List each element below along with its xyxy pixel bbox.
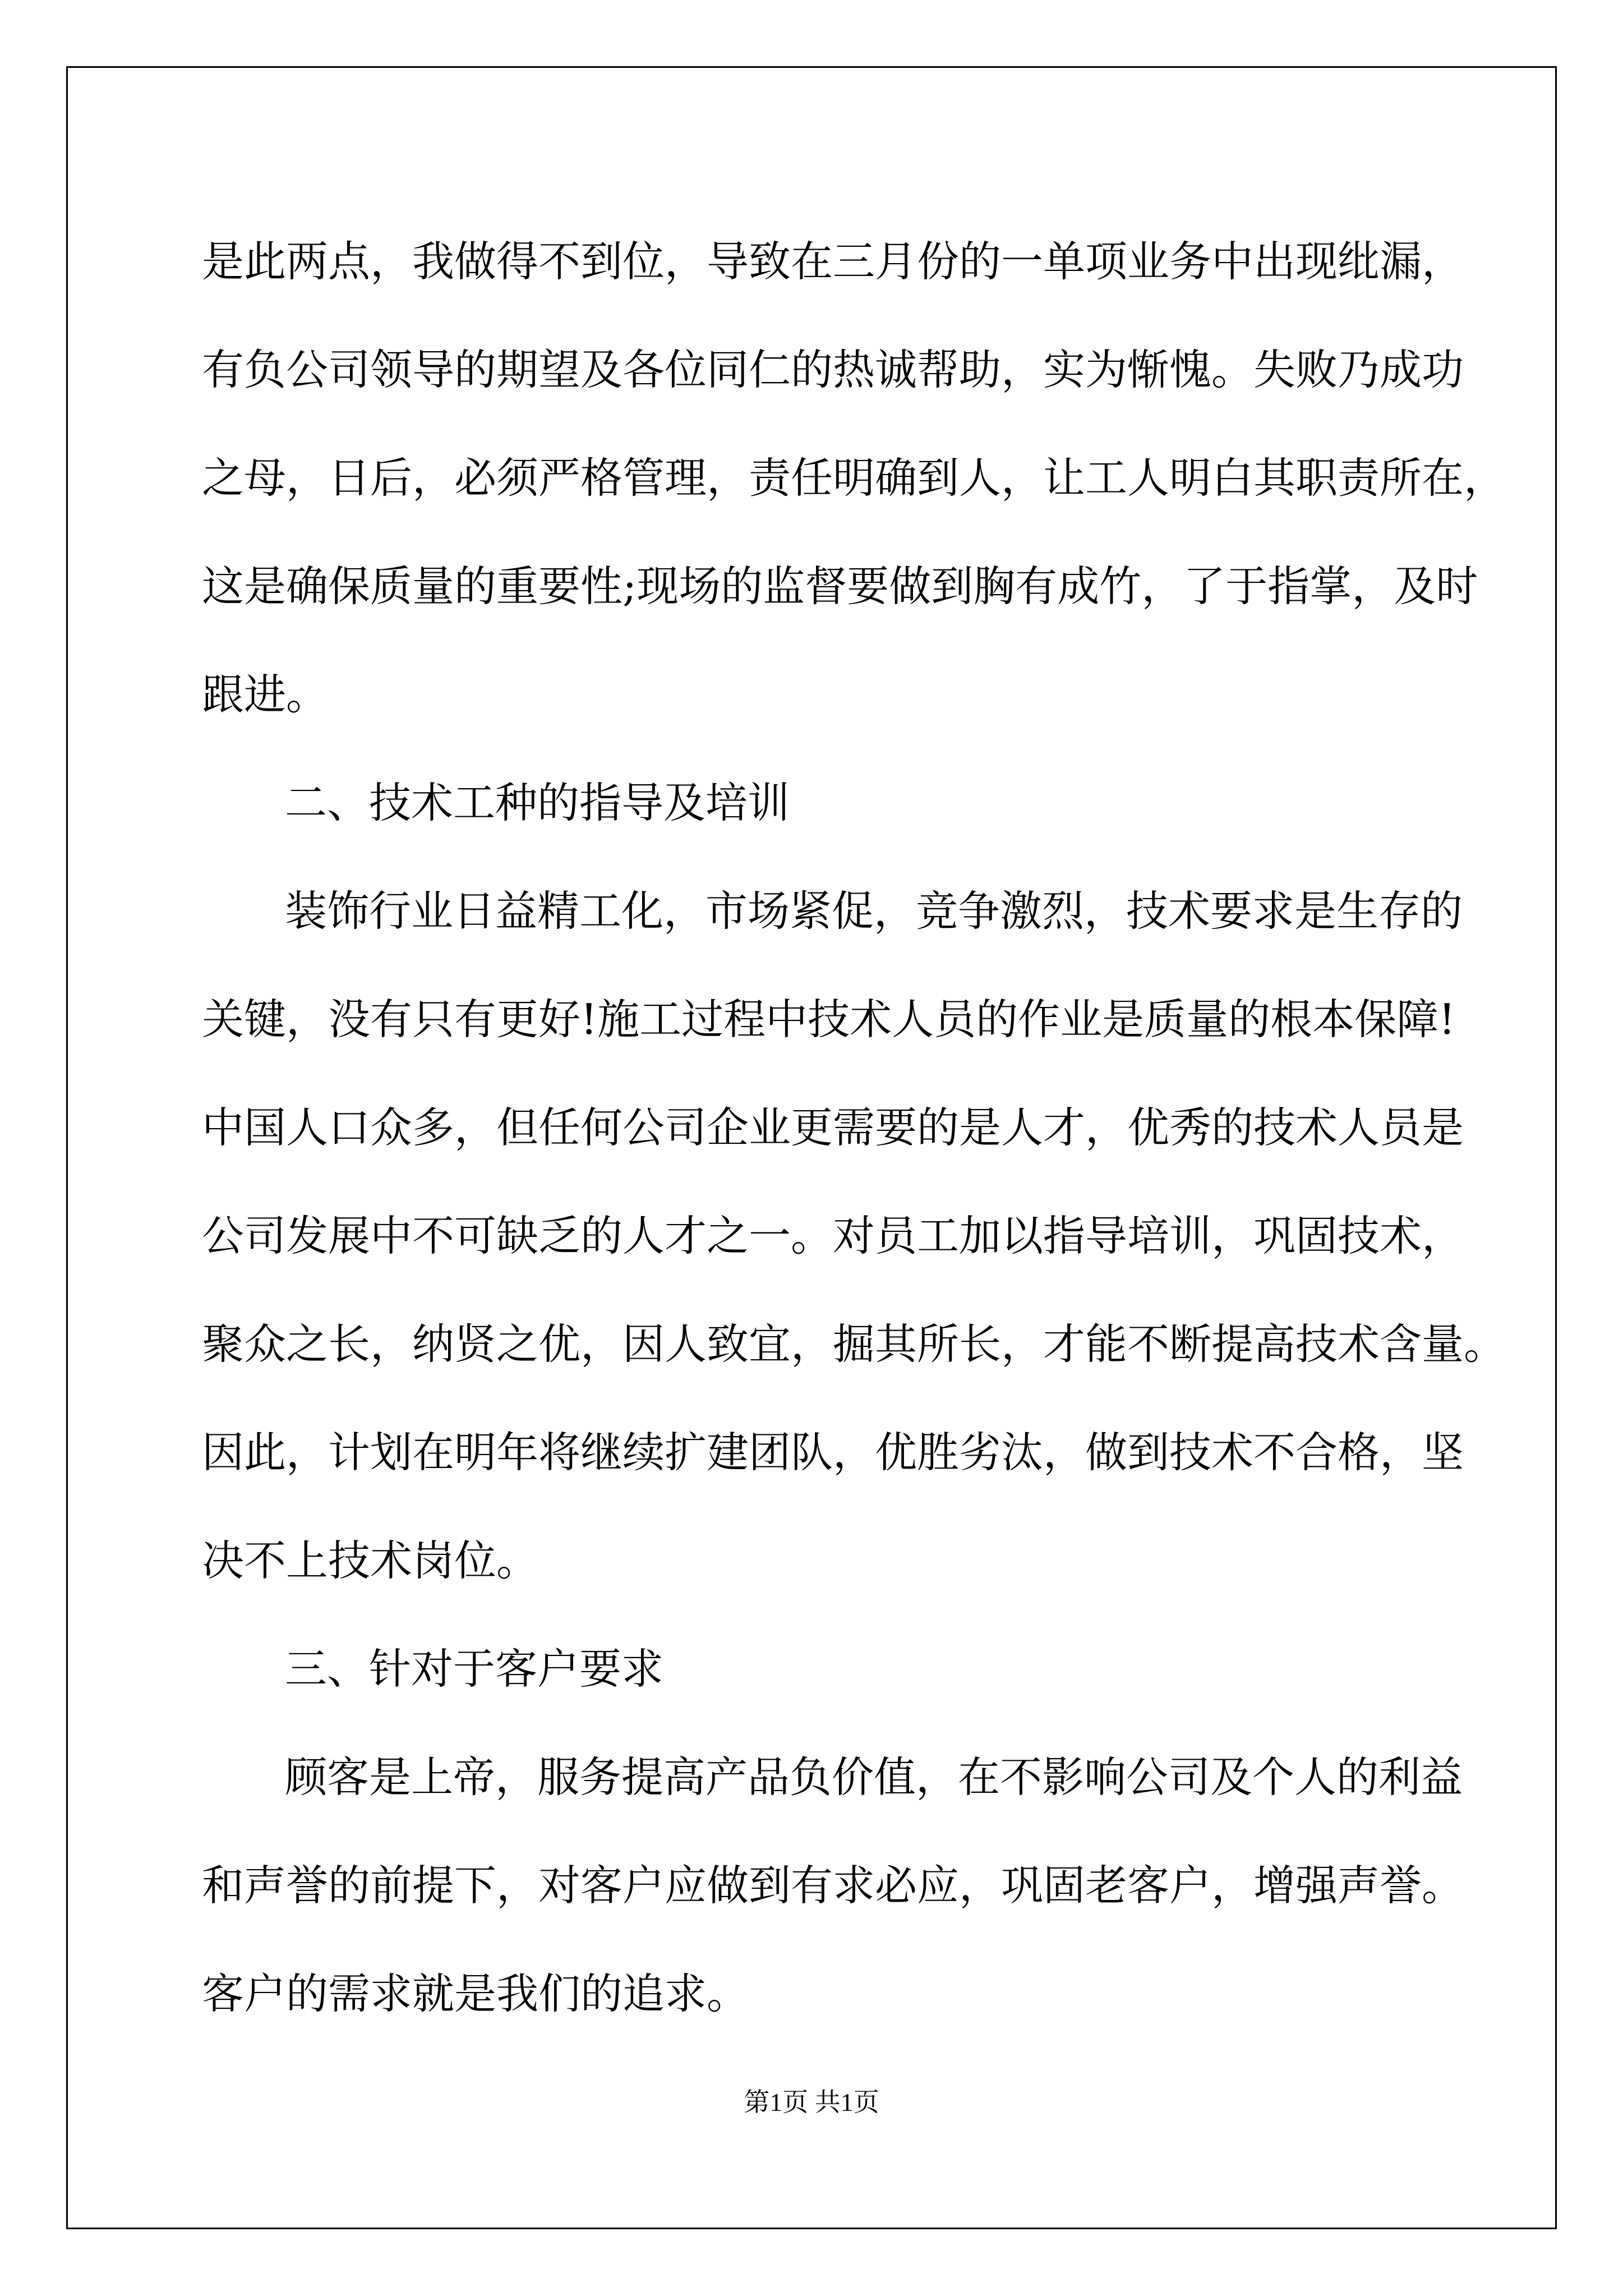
text-line: 客户的需求就是我们的追求。 [202,1969,749,2018]
text-line: 跟进。 [202,670,329,719]
text-line: 二、技术工种的指导及培训 [285,778,790,827]
text-line: 有负公司领导的期望及各位同仁的热诚帮助，实为惭愧。失败乃成功 [202,345,1464,394]
text-line: 是此两点，我做得不到位，导致在三月份的一单项业务中出现纰漏， [202,237,1464,286]
text-line: 顾客是上帝，服务提高产品负价值，在不影响公司及个人的利益 [285,1752,1463,1802]
text-line: 因此，计划在明年将继续扩建团队，优胜劣汰，做到技术不合格，坚 [202,1428,1464,1477]
text-line: 这是确保质量的重要性;现场的监督要做到胸有成竹，了于指掌，及时 [202,562,1478,611]
document-body [202,208,1506,2048]
text-line: 聚众之长，纳贤之优，因人致宜，掘其所长，才能不断提高技术含量。 [202,1319,1506,1369]
text-line: 装饰行业日益精工化，市场紧促，竞争激烈，技术要求是生存的 [285,886,1463,936]
text-line: 中国人口众多，但任何公司企业更需要的是人才，优秀的技术人员是 [202,1103,1464,1152]
text-line: 三、针对于客户要求 [285,1644,664,1694]
text-line: 决不上技术岗位。 [202,1536,539,1585]
text-line: 关键，没有只有更好!施工过程中技术人员的作业是质量的根本保障! [202,995,1456,1044]
text-line: 之母，日后，必须严格管理，责任明确到人，让工人明白其职责所在， [202,453,1506,503]
page-footer: 第1页 共1页 [744,2088,879,2116]
text-line: 公司发展中不可缺乏的人才之一。对员工加以指导培训，巩固技术， [202,1211,1464,1260]
text-line: 和声誉的前提下，对客户应做到有求必应，巩固老客户，增强声誉。 [202,1861,1464,1910]
